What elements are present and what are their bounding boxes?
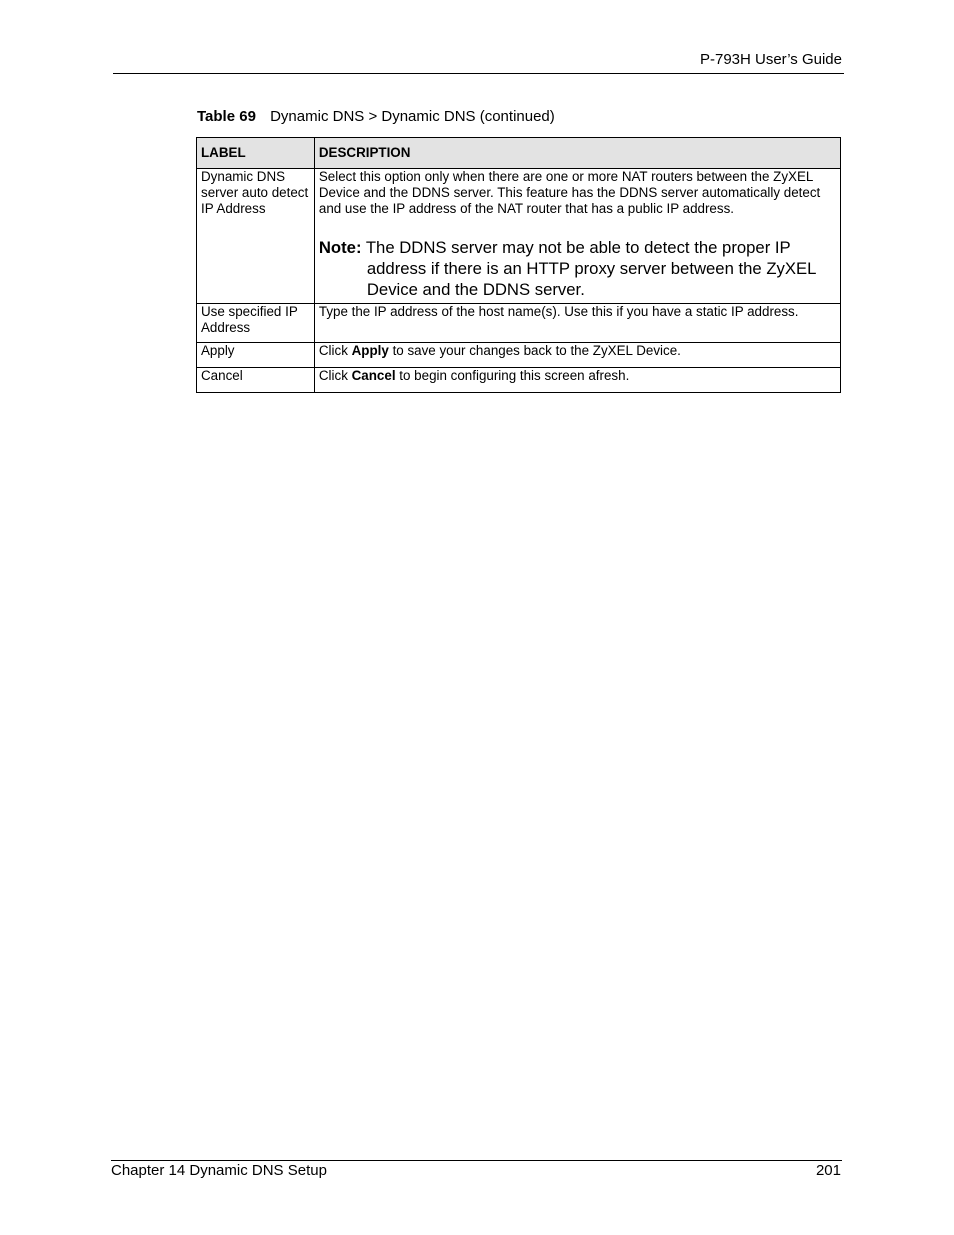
note-label: Note:: [318, 238, 362, 257]
field-description-table: [196, 137, 841, 393]
footer-rule: [111, 1160, 842, 1161]
header-rule: [113, 73, 844, 74]
desc-bold-term: Apply: [351, 343, 389, 358]
table-header-row: [197, 138, 841, 169]
row-description: [314, 368, 840, 393]
table-caption-text: Dynamic DNS > Dynamic DNS (continued): [270, 108, 555, 125]
table-row: [197, 304, 841, 343]
row-label: Use specified IP Address: [197, 304, 315, 343]
row-description: [314, 169, 840, 304]
footer-chapter: Chapter 14 Dynamic DNS Setup: [111, 1162, 327, 1179]
running-header-title: P-793H User’s Guide: [699, 51, 842, 68]
column-header-description: DESCRIPTION: [314, 138, 840, 169]
footer-page-number: 201: [815, 1162, 841, 1179]
row-label: Apply: [197, 343, 315, 368]
column-header-label: LABEL: [197, 138, 315, 169]
table-caption: [197, 108, 555, 125]
desc-prefix: Click: [318, 368, 348, 383]
row-description: [314, 343, 840, 368]
note-text: The DDNS server may not be able to detect the proper IP address if there is an HTTP proxy server between the ZyXEL Device and the DDNS server.: [365, 238, 816, 299]
desc-suffix: to begin configuring this screen afresh.: [399, 368, 630, 383]
desc-bold-term: Cancel: [351, 368, 396, 383]
note: [319, 237, 836, 300]
table-row: [197, 169, 841, 304]
row-label: Cancel: [197, 368, 315, 393]
row-description: Type the IP address of the host name(s). Use this if you have a static IP address.: [314, 304, 840, 343]
table-row: [197, 343, 841, 368]
desc-suffix: to save your changes back to the ZyXEL Device.: [392, 343, 681, 358]
table-row: [197, 368, 841, 393]
table-caption-number: Table 69: [197, 108, 256, 125]
row-label: Dynamic DNS server auto detect IP Address: [197, 169, 315, 304]
description-text: Select this option only when there are one or more NAT routers between the ZyXEL Device and the DDNS server. This feature has the DDNS server automatically detect and use the IP address of the NAT router that has a public IP address.: [318, 169, 821, 216]
desc-prefix: Click: [318, 343, 348, 358]
